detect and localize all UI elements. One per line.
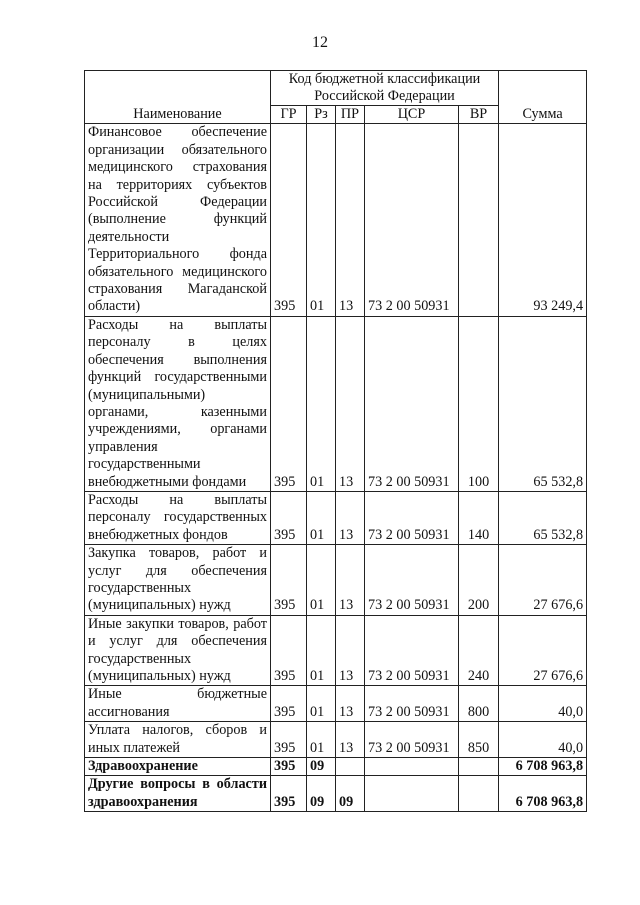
row-sum: 65 532,8	[499, 491, 587, 544]
table-row	[85, 615, 587, 686]
header-pr: ПР	[336, 106, 365, 124]
row-pr: 09	[336, 776, 365, 812]
row-vr	[459, 124, 499, 316]
row-rz: 09	[307, 758, 336, 776]
row-csr: 73 2 00 50931	[365, 722, 459, 758]
row-csr: 73 2 00 50931	[365, 615, 459, 686]
row-rz: 01	[307, 124, 336, 316]
row-name: Расходы на выплаты персоналу государственных внебюджетных фондов	[85, 491, 271, 544]
row-sum: 93 249,4	[499, 124, 587, 316]
row-gr: 395	[271, 124, 307, 316]
row-name: Финансовое обеспечение организации обязательного медицинского страхования на территориях субъектов Российской Федерации (выполнение функций деятельности Территориального фонда обязательного медицинского страхования Магаданской области)	[85, 124, 271, 316]
row-rz: 01	[307, 686, 336, 722]
row-csr: 73 2 00 50931	[365, 124, 459, 316]
row-csr: 73 2 00 50931	[365, 545, 459, 616]
row-vr: 200	[459, 545, 499, 616]
row-sum: 40,0	[499, 686, 587, 722]
row-pr: 13	[336, 491, 365, 544]
row-name: Иные бюджетные ассигнования	[85, 686, 271, 722]
header-code-group: Код бюджетной классификации Российской Федерации	[271, 71, 499, 106]
row-gr: 395	[271, 722, 307, 758]
table-row	[85, 776, 587, 812]
table-row	[85, 545, 587, 616]
row-pr: 13	[336, 686, 365, 722]
row-pr: 13	[336, 124, 365, 316]
row-rz: 01	[307, 491, 336, 544]
row-vr: 140	[459, 491, 499, 544]
row-sum: 27 676,6	[499, 545, 587, 616]
table-row	[85, 316, 587, 491]
row-rz: 01	[307, 545, 336, 616]
row-name: Иные закупки товаров, работ и услуг для обеспечения государственных (муниципальных) нужд	[85, 615, 271, 686]
row-csr: 73 2 00 50931	[365, 491, 459, 544]
row-gr: 395	[271, 776, 307, 812]
row-rz: 09	[307, 776, 336, 812]
row-pr: 13	[336, 316, 365, 491]
row-rz: 01	[307, 316, 336, 491]
row-pr: 13	[336, 545, 365, 616]
table-row	[85, 722, 587, 758]
row-csr	[365, 776, 459, 812]
row-sum: 6 708 963,8	[499, 758, 587, 776]
row-name: Уплата налогов, сборов и иных платежей	[85, 722, 271, 758]
row-gr: 395	[271, 316, 307, 491]
page-number: 12	[312, 34, 328, 51]
row-vr: 850	[459, 722, 499, 758]
row-csr	[365, 758, 459, 776]
row-csr: 73 2 00 50931	[365, 686, 459, 722]
row-sum: 65 532,8	[499, 316, 587, 491]
row-name: Закупка товаров, работ и услуг для обеспечения государственных (муниципальных) нужд	[85, 545, 271, 616]
row-vr: 240	[459, 615, 499, 686]
header-csr: ЦСР	[365, 106, 459, 124]
row-vr: 800	[459, 686, 499, 722]
row-vr	[459, 758, 499, 776]
header-sum: Сумма	[499, 71, 587, 124]
header-rz: Рз	[307, 106, 336, 124]
table-row	[85, 686, 587, 722]
row-gr: 395	[271, 686, 307, 722]
row-gr: 395	[271, 491, 307, 544]
row-sum: 6 708 963,8	[499, 776, 587, 812]
table-row	[85, 758, 587, 776]
row-rz: 01	[307, 722, 336, 758]
row-vr	[459, 776, 499, 812]
row-vr: 100	[459, 316, 499, 491]
row-csr: 73 2 00 50931	[365, 316, 459, 491]
row-rz: 01	[307, 615, 336, 686]
header-gr: ГР	[271, 106, 307, 124]
row-name: Здравоохранение	[85, 758, 271, 776]
row-pr	[336, 758, 365, 776]
table-row	[85, 124, 587, 316]
header-name: Наименование	[85, 71, 271, 124]
row-gr: 395	[271, 545, 307, 616]
row-name: Другие вопросы в области здравоохранения	[85, 776, 271, 812]
row-sum: 27 676,6	[499, 615, 587, 686]
row-gr: 395	[271, 758, 307, 776]
table-row	[85, 491, 587, 544]
row-pr: 13	[336, 615, 365, 686]
header-vr: ВР	[459, 106, 499, 124]
row-name: Расходы на выплаты персоналу в целях обеспечения выполнения функций государственными (муниципальными) органами, казенными учреждениями, органами управления государственными внебюджетными фондами	[85, 316, 271, 491]
budget-table	[84, 70, 587, 812]
row-sum: 40,0	[499, 722, 587, 758]
row-gr: 395	[271, 615, 307, 686]
row-pr: 13	[336, 722, 365, 758]
